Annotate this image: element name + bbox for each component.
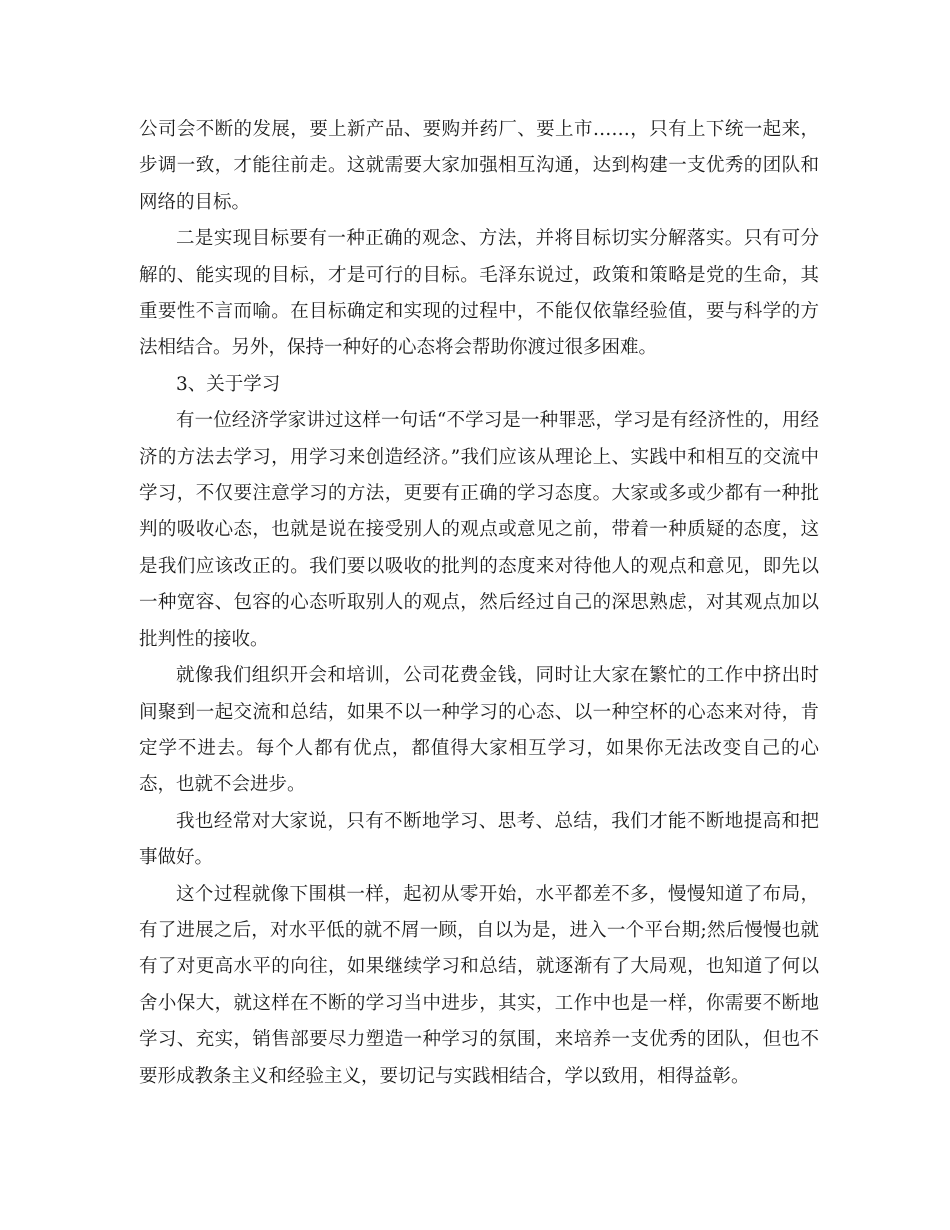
section-heading-learning: 3、关于学习 bbox=[176, 373, 281, 395]
paragraph-economist-quote: 有一位经济学家讲过这样一句话“不学习是一种罪恶，学习是有经济性的，用经济的方法去学习，用学习来创造经济。”我们应该从理论上、实践中和相互的交流中学习，不仅要注意学习的方法，更要有正确的学习态度。大家或多或少都有一种批判的吸收心态，也就是说在接受别人的观点或意见之前，带着一种质疑的态度，这是我们应该改正的。我们要以吸收的批判的态度来对待他人的观点和意见，即先以一种宽容、包容的心态听取别人的观点，然后经过自己的深思熟虑，对其观点加以批判性的接收。 bbox=[139, 410, 819, 650]
paragraph-goal-method: 二是实现目标要有一种正确的观念、方法，并将目标切实分解落实。只有可分解的、能实现的目标，才是可行的目标。毛泽东说过，政策和策略是党的生命，其重要性不言而喻。在目标确定和实现的过程中，不能仅依靠经验值，要与科学的方法相结合。另外，保持一种好的心态将会帮助你渡过很多困难。 bbox=[139, 228, 819, 359]
document-page bbox=[139, 112, 819, 1095]
paragraph-meetings-training: 就像我们组织开会和培训，公司花费金钱，同时让大家在繁忙的工作中挤出时间聚到一起交流和总结，如果不以一种学习的心态、以一种空杯的心态来对待，肯定学不进去。每个人都有优点，都值得大家相互学习，如果你无法改变自己的心态，也就不会进步。 bbox=[139, 665, 819, 796]
paragraph-continuation: 公司会不断的发展，要上新产品、要购并药厂、要上市……，只有上下统一起来，步调一致，才能往前走。这就需要大家加强相互沟通，达到构建一支优秀的团队和网络的目标。 bbox=[139, 119, 819, 213]
paragraph-keep-learning: 我也经常对大家说，只有不断地学习、思考、总结，我们才能不断地提高和把事做好。 bbox=[139, 810, 819, 869]
paragraph-go-analogy: 这个过程就像下围棋一样，起初从零开始，水平都差不多，慢慢知道了布局，有了进展之后，对水平低的就不屑一顾，自以为是，进入一个平台期;然后慢慢也就有了对更高水平的向往，如果继续学习和总结，就逐渐有了大局观，也知道了何以舍小保大，就这样在不断的学习当中进步，其实，工作中也是一样，你需要不断地学习、充实，销售部要尽力塑造一种学习的氛围，来培养一支优秀的团队，但也不要形成教条主义和经验主义，要切记与实践相结合，学以致用，相得益彰。 bbox=[139, 883, 819, 1087]
